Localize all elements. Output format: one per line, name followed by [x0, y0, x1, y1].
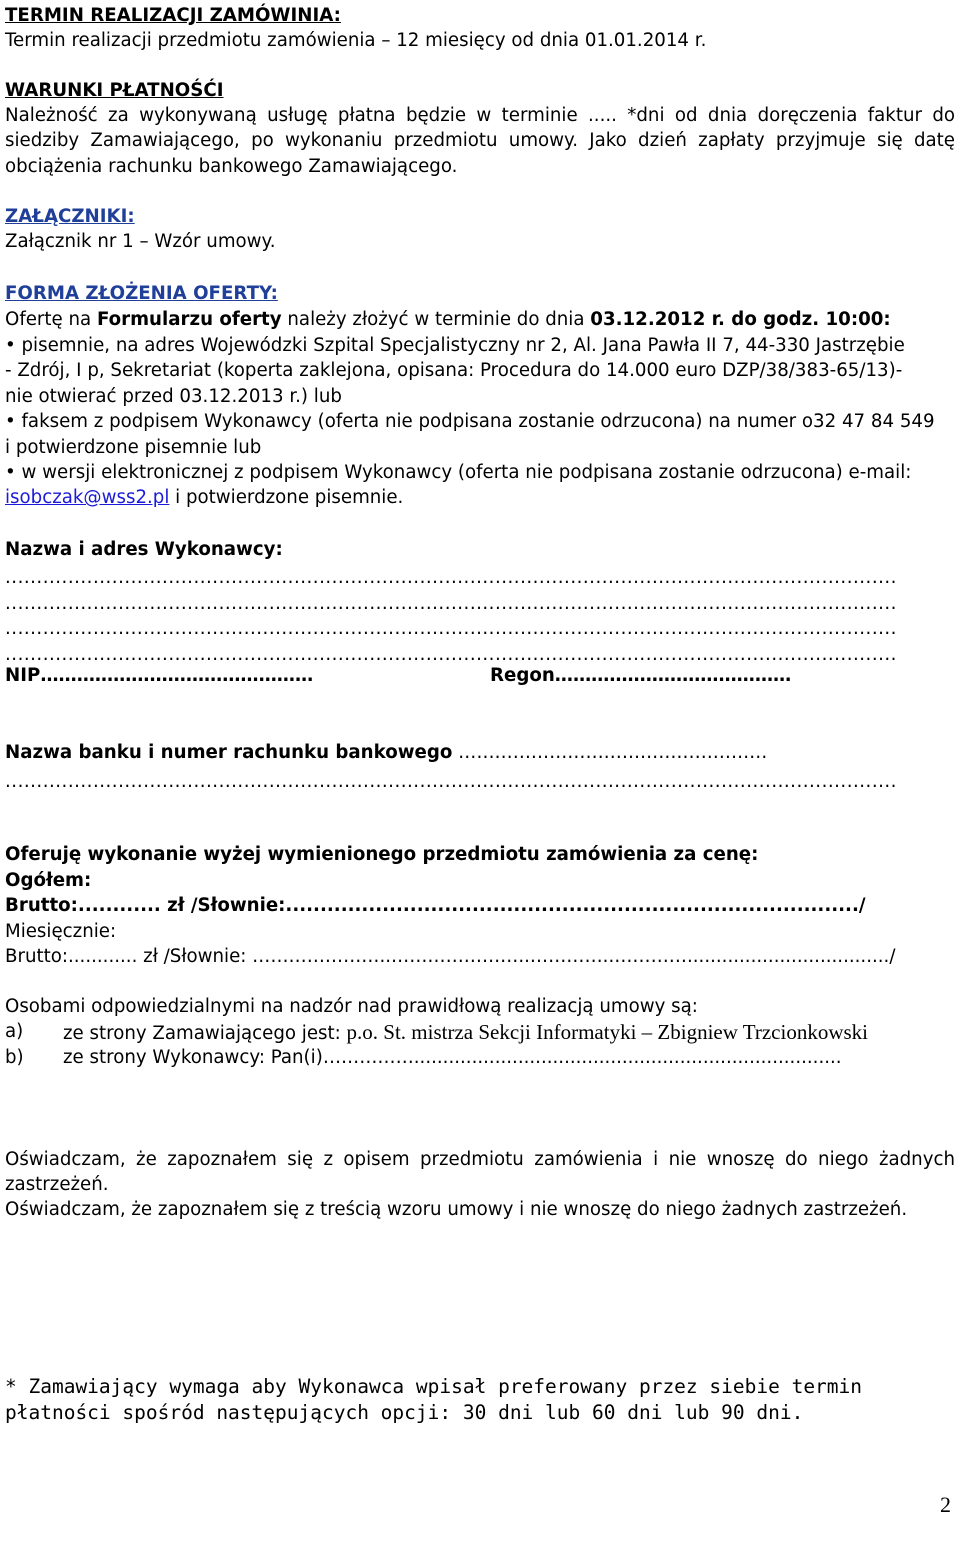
osoby-b-text: ze strony Wykonawcy: Pan(i)	[63, 1047, 323, 1068]
cena-brutto-plain: Brutto:............ zł /Słownie: …………………..…………………..…………..………….................................../	[5, 946, 896, 967]
bullet-email-line-2	[5, 486, 403, 510]
platnosci-heading: WARUNKI PŁATNOŚĆI	[5, 80, 224, 101]
forma-intro-a: Ofertę na	[5, 309, 97, 330]
wykonawca-dotline-2: ..............................................................................................................................................	[5, 593, 897, 614]
wykonawca-dotline-4: ..............................................................................................................................................	[5, 644, 897, 665]
footnote-line-2: płatności spośród następujących opcji: 30 dni lub 60 dni lub 90 dni.	[5, 1401, 804, 1424]
email-after-text: i potwierdzone pisemnie.	[169, 487, 404, 508]
bullet-faks-line-1: • faksem z podpisem Wykonawcy (oferta nie podpisana zostanie odrzucona) na numer o32 47 84 549	[5, 410, 935, 434]
wykonawca-dotline-1: ..............................................................................................................................................	[5, 567, 897, 588]
bullet-pisemnie-line-3: nie otwierać przed 03.12.2013 r.) lub	[5, 386, 342, 407]
termin-text: Termin realizacji przedmiotu zamówienia – 12 miesięcy od dnia 01.01.2014 r.	[5, 30, 707, 51]
forma-intro	[5, 308, 891, 332]
email-link[interactable]: isobczak@wss2.pl	[5, 487, 170, 508]
regon-field: Regon…………………………………	[490, 665, 792, 686]
bullet-email-line-1: • w wersji elektronicznej z podpisem Wykonawcy (oferta nie podpisana zostanie odrzucona) e-mail:	[5, 461, 911, 485]
platnosci-line-3: obciążenia rachunku bankowego Zamawiającego.	[5, 156, 458, 177]
bank-line	[5, 741, 767, 765]
oswiadczenie-1-line-1: Oświadczam, że zapoznałem się z opisem przedmiotu zamówienia i nie wnoszę do niego żadnych	[5, 1149, 955, 1170]
cena-ogolem: Ogółem:	[5, 870, 92, 891]
oswiadczenie-1-line-2: zastrzeżeń.	[5, 1174, 109, 1195]
forma-heading: FORMA ZŁOŻENIA OFERTY:	[5, 283, 278, 304]
footnote-line-1: * Zamawiający wymaga aby Wykonawca wpisał preferowany przez siebie termin	[5, 1375, 863, 1398]
wykonawca-heading: Nazwa i adres Wykonawcy:	[5, 539, 283, 560]
osoby-b	[63, 1046, 842, 1070]
bank-label: Nazwa banku i numer rachunku bankowego	[5, 742, 453, 763]
zalaczniki-heading: ZAŁĄCZNIKI:	[5, 206, 135, 227]
bullet-faks-line-2: i potwierdzone pisemnie lub	[5, 437, 262, 458]
osoby-b-dots: ……………..........................................................................	[322, 1047, 842, 1068]
cena-heading: Oferuję wykonanie wyżej wymienionego przedmiotu zamówienia za cenę:	[5, 844, 759, 865]
bullet-pisemnie-line-1: • pisemnie, na adres Wojewódzki Szpital Specjalistyczny nr 2, Al. Jana Pawła II 7, 44-330 Jastrzębie	[5, 334, 905, 358]
osoby-a-label: a)	[5, 1021, 24, 1042]
nip-field: NIP………………………………………	[5, 665, 314, 686]
wykonawca-dotline-3: ..............................................................................................................................................	[5, 618, 897, 639]
page-number: 2	[940, 1492, 951, 1517]
osoby-a-text: ze strony Zamawiającego jest:	[63, 1023, 347, 1044]
bullet-pisemnie-line-2: - Zdrój, I p, Sekretariat (koperta zaklejona, opisana: Procedura do 14.000 euro DZP/38/383-65/13)-	[5, 360, 903, 381]
osoby-a	[63, 1020, 868, 1046]
platnosci-line-1: Należność za wykonywaną usługę płatna będzie w terminie ..... *dni od dnia doręczenia faktur do	[5, 105, 955, 126]
termin-heading: TERMIN REALIZACJI ZAMÓWINIA:	[5, 5, 341, 26]
forma-intro-c: należy złożyć w terminie do dnia	[281, 309, 591, 330]
platnosci-line-2: siedziby Zamawiającego, po wykonaniu przedmiotu umowy. Jako dzień zapłaty przyjmuje się datę	[5, 130, 955, 151]
bank-dotline: ..............................................................................................................................................	[5, 771, 897, 792]
osoby-intro: Osobami odpowiedzialnymi na nadzór nad prawidłową realizacją umowy są:	[5, 996, 698, 1017]
osoby-b-label: b)	[5, 1047, 24, 1068]
zalaczniki-text: Załącznik nr 1 – Wzór umowy.	[5, 231, 276, 252]
bank-trail: ……………………………………………	[452, 742, 768, 763]
osoby-a-name: p.o. St. mistrza Sekcji Informatyki – Zbigniew Trzcionkowski	[346, 1020, 868, 1044]
cena-brutto-bold: Brutto:............ zł /Słownie:.................................................................................../	[5, 895, 866, 916]
cena-miesiecznie: Miesięcznie:	[5, 921, 117, 942]
forma-intro-deadline: 03.12.2012 r. do godz. 10:00:	[590, 309, 891, 330]
forma-intro-b: Formularzu oferty	[96, 309, 282, 330]
oswiadczenie-2: Oświadczam, że zapoznałem się z treścią wzoru umowy i nie wnoszę do niego żadnych zastrzeżeń.	[5, 1199, 908, 1220]
